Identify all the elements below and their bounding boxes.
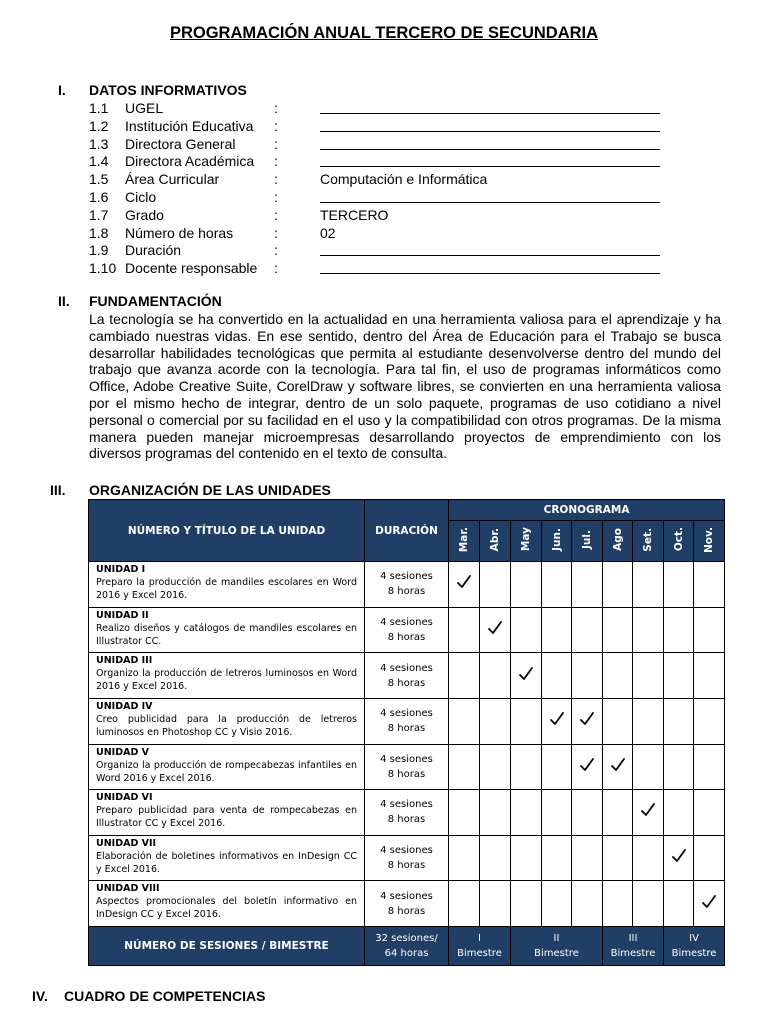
- duration-sessions: 4 sesiones: [380, 708, 433, 720]
- duration-cell: [365, 562, 449, 608]
- info-blank-line: [320, 166, 660, 167]
- duration-sessions: 4 sesiones: [380, 616, 433, 628]
- section-number-4: IV.: [32, 988, 48, 1004]
- schedule-cell: [542, 881, 572, 927]
- schedule-cell: [511, 653, 542, 699]
- duration-cell: [365, 653, 449, 699]
- unit-row: [89, 790, 725, 836]
- duration-cell: [365, 607, 449, 653]
- schedule-cell: [633, 790, 664, 836]
- month-header: [694, 521, 725, 562]
- schedule-cell: [633, 698, 664, 744]
- info-label: Directora General: [125, 136, 236, 152]
- info-label: Directora Académica: [125, 153, 255, 169]
- schedule-cell: [572, 562, 603, 608]
- unit-name: UNIDAD VII: [96, 837, 157, 849]
- info-row: [89, 225, 669, 242]
- unit-row: [89, 835, 725, 881]
- checkmark-icon: [456, 576, 472, 594]
- units-table: [88, 499, 725, 966]
- unit-cell: [89, 562, 365, 608]
- info-row: [89, 260, 669, 277]
- info-label: Ciclo: [125, 189, 157, 205]
- schedule-cell: [633, 835, 664, 881]
- schedule-cell: [572, 653, 603, 699]
- schedule-cell: [542, 562, 572, 608]
- schedule-cell: [511, 562, 542, 608]
- bimester-label: Bimestre: [457, 948, 502, 959]
- schedule-cell: [542, 744, 572, 790]
- info-blank-line: [320, 273, 660, 274]
- info-row: [89, 153, 669, 170]
- bimester-num: IV: [689, 933, 699, 944]
- duration-cell: [365, 744, 449, 790]
- info-colon: :: [274, 260, 278, 276]
- footer-total-sessions: 32 sesiones/: [375, 933, 438, 944]
- schedule-cell: [633, 562, 664, 608]
- info-colon: :: [274, 242, 278, 258]
- unit-cell: [89, 607, 365, 653]
- schedule-cell: [511, 881, 542, 927]
- duration-sessions: 4 sesiones: [380, 799, 433, 811]
- info-blank-line: [320, 149, 660, 150]
- unit-cell: [89, 835, 365, 881]
- section-number-3: III.: [50, 482, 66, 498]
- info-number: 1.6: [89, 189, 109, 205]
- schedule-cell: [603, 790, 633, 836]
- page-title: PROGRAMACIÓN ANUAL TERCERO DE SECUNDARIA: [169, 24, 599, 42]
- checkmark-icon: [671, 850, 687, 868]
- schedule-cell: [480, 698, 511, 744]
- unit-name: UNIDAD II: [96, 609, 149, 621]
- bimester-4: [664, 927, 725, 966]
- bimester-label: Bimestre: [610, 948, 656, 959]
- duration-hours: 8 horas: [387, 723, 426, 735]
- section-title-datos: DATOS INFORMATIVOS: [89, 82, 247, 98]
- section-number-1: I.: [58, 82, 66, 98]
- schedule-cell: [480, 744, 511, 790]
- info-row: [89, 207, 669, 224]
- schedule-cell: [449, 835, 480, 881]
- info-value: Computación e Informática: [320, 171, 488, 187]
- unit-cell: [89, 790, 365, 836]
- section-number-2: II.: [58, 293, 70, 309]
- schedule-cell: [664, 653, 694, 699]
- schedule-cell: [664, 562, 694, 608]
- info-number: 1.5: [89, 171, 109, 187]
- info-row: [89, 118, 669, 135]
- section-title-competencias: CUADRO DE COMPETENCIAS: [64, 988, 266, 1004]
- unit-row: [89, 744, 725, 790]
- duration-hours: 8 horas: [387, 631, 426, 643]
- duration-sessions: 4 sesiones: [380, 753, 433, 765]
- unit-description: Realizo diseños y catálogos de mandiles escolares en Illustrator CC.: [96, 622, 357, 647]
- schedule-cell: [572, 607, 603, 653]
- unit-description: Preparo la producción de mandiles escolares en Word 2016 y Excel 2016.: [96, 577, 357, 601]
- info-value: 02: [320, 225, 336, 241]
- info-colon: :: [274, 189, 278, 205]
- month-label: Jun.: [550, 528, 563, 551]
- header-unit: NÚMERO Y TÍTULO DE LA UNIDAD: [89, 500, 365, 562]
- footer-totals: [365, 927, 449, 966]
- duration-hours: 8 horas: [387, 860, 426, 872]
- info-label: Grado: [125, 207, 164, 223]
- schedule-cell: [542, 653, 572, 699]
- unit-description: Preparo publicidad para venta de rompecabezas en Illustrator CC y Excel 2016.: [96, 805, 357, 830]
- schedule-cell: [694, 790, 725, 836]
- schedule-cell: [603, 653, 633, 699]
- duration-cell: [365, 698, 449, 744]
- schedule-cell: [480, 607, 511, 653]
- bimester-num: II: [553, 933, 560, 944]
- month-label: Nov.: [703, 526, 716, 553]
- month-header: [542, 521, 572, 562]
- schedule-cell: [694, 881, 725, 927]
- schedule-cell: [480, 562, 511, 608]
- duration-hours: 8 horas: [387, 814, 426, 826]
- unit-name: UNIDAD VI: [96, 792, 153, 804]
- schedule-cell: [449, 607, 480, 653]
- schedule-cell: [449, 790, 480, 836]
- schedule-cell: [664, 790, 694, 836]
- schedule-cell: [511, 698, 542, 744]
- info-label: Número de horas: [125, 225, 234, 241]
- schedule-cell: [449, 562, 480, 608]
- unit-cell: [89, 653, 365, 699]
- info-number: 1.2: [89, 118, 109, 134]
- bimester-1: [449, 927, 511, 966]
- info-number: 1.1: [89, 100, 109, 116]
- schedule-cell: [694, 653, 725, 699]
- unit-description: Creo publicidad para la producción de letreros luminosos en Photoshop CC y Visio 2016.: [96, 713, 357, 738]
- schedule-cell: [633, 881, 664, 927]
- duration-sessions: 4 sesiones: [380, 571, 433, 583]
- schedule-cell: [694, 835, 725, 881]
- info-colon: :: [274, 171, 278, 187]
- month-label: Ago: [611, 528, 624, 551]
- info-colon: :: [274, 118, 278, 134]
- fundamentacion-paragraph: La tecnología se ha convertido en la actualidad en una herramienta valiosa para el aprendizaje y ha cambiado nuestras vidas. En ese sentido, dentro del Área de Educación para el Trabajo se busca desarrollar habilidades tecnológicas que permita al estudiante desenvolverse dentro del mundo del trabajo que avanza acorde con la tecnología. Para tal fin, el uso de programas informáticos como Office, Adobe Creative Suite, CorelDraw y software libres, se convierten en una herramienta valiosa por el mismo hecho de integrar, dentro de un solo paquete, programas de uso cotidiano a nivel personal o comercial por su facilidad en el uso y la compatibilidad con otros programas. De la misma manera pueden manejar microempresas desarrollando proyectos de emprendimiento con los diversos programas del contenido en el texto de consulta.: [89, 311, 721, 462]
- schedule-cell: [449, 653, 480, 699]
- schedule-cell: [449, 698, 480, 744]
- section-title-fundamentacion: FUNDAMENTACIÓN: [89, 293, 222, 309]
- schedule-cell: [572, 835, 603, 881]
- schedule-cell: [572, 744, 603, 790]
- duration-hours: 8 horas: [387, 768, 426, 780]
- schedule-cell: [449, 881, 480, 927]
- schedule-cell: [664, 744, 694, 790]
- unit-cell: [89, 881, 365, 927]
- month-header: [603, 521, 633, 562]
- unit-row: [89, 607, 725, 653]
- unit-name: UNIDAD IV: [96, 700, 153, 712]
- schedule-cell: [603, 835, 633, 881]
- schedule-cell: [694, 562, 725, 608]
- info-row: [89, 136, 669, 153]
- schedule-cell: [603, 698, 633, 744]
- info-colon: :: [274, 100, 278, 116]
- header-schedule: CRONOGRAMA: [449, 500, 725, 521]
- checkmark-icon: [518, 668, 534, 686]
- month-label: Abr.: [489, 527, 501, 552]
- schedule-cell: [480, 835, 511, 881]
- footer-row: [89, 927, 725, 966]
- checkmark-icon: [579, 713, 595, 731]
- unit-name: UNIDAD V: [96, 746, 149, 758]
- schedule-cell: [664, 881, 694, 927]
- info-number: 1.10: [89, 260, 117, 276]
- schedule-cell: [511, 835, 542, 881]
- schedule-cell: [603, 744, 633, 790]
- schedule-cell: [664, 607, 694, 653]
- schedule-cell: [603, 562, 633, 608]
- unit-description: Organizo la producción de letreros luminosos en Word 2016 y Excel 2016.: [96, 668, 357, 693]
- schedule-cell: [694, 698, 725, 744]
- schedule-cell: [480, 790, 511, 836]
- section-title-organizacion: ORGANIZACIÓN DE LAS UNIDADES: [89, 482, 331, 498]
- unit-cell: [89, 744, 365, 790]
- unit-row: [89, 698, 725, 744]
- unit-description: Elaboración de boletines informativos en InDesign CC y Excel 2016.: [96, 850, 357, 875]
- info-label: Duración: [125, 242, 182, 258]
- bimester-label: Bimestre: [671, 948, 717, 959]
- duration-hours: 8 horas: [387, 905, 426, 917]
- month-label: Set.: [642, 527, 654, 552]
- header-duration: DURACIÓN: [365, 500, 449, 562]
- unit-cell: [89, 698, 365, 744]
- unit-name: UNIDAD I: [96, 564, 146, 575]
- duration-sessions: 4 sesiones: [380, 890, 433, 902]
- units-body: [89, 562, 725, 927]
- month-label: May: [520, 527, 532, 552]
- info-number: 1.7: [89, 207, 109, 223]
- info-blank-line: [320, 202, 660, 203]
- info-row: [89, 171, 669, 188]
- month-header: [572, 521, 603, 562]
- month-header: [664, 521, 694, 562]
- checkmark-icon: [487, 622, 503, 640]
- footer-label: NÚMERO DE SESIONES / BIMESTRE: [89, 927, 365, 966]
- schedule-cell: [542, 607, 572, 653]
- info-blank-line: [320, 113, 660, 114]
- checkmark-icon: [701, 896, 717, 914]
- info-blank-line: [320, 255, 660, 256]
- unit-name: UNIDAD III: [96, 655, 153, 667]
- checkmark-icon: [610, 759, 626, 777]
- unit-row: [89, 562, 725, 608]
- info-colon: :: [274, 225, 278, 241]
- info-number: 1.8: [89, 225, 109, 241]
- bimester-num: I: [478, 933, 481, 944]
- schedule-cell: [664, 698, 694, 744]
- bimester-2: [511, 927, 603, 966]
- schedule-cell: [542, 698, 572, 744]
- schedule-cell: [511, 790, 542, 836]
- unit-row: [89, 881, 725, 927]
- schedule-cell: [664, 835, 694, 881]
- schedule-cell: [449, 744, 480, 790]
- schedule-cell: [511, 607, 542, 653]
- duration-hours: 8 horas: [387, 677, 426, 689]
- info-colon: :: [274, 207, 278, 223]
- info-label: Docente responsable: [125, 260, 258, 276]
- duration-sessions: 4 sesiones: [380, 662, 433, 674]
- info-value: TERCERO: [320, 207, 389, 223]
- duration-sessions: 4 sesiones: [380, 845, 433, 857]
- info-number: 1.4: [89, 153, 109, 169]
- info-label: Área Curricular: [125, 171, 220, 187]
- schedule-cell: [633, 744, 664, 790]
- month-label: Jul.: [581, 530, 593, 549]
- month-header: [480, 521, 511, 562]
- checkmark-icon: [549, 713, 565, 731]
- checkmark-icon: [579, 759, 595, 777]
- info-number: 1.9: [89, 242, 109, 258]
- bimester-label: Bimestre: [534, 948, 579, 959]
- unit-description: Aspectos promocionales del boletín informativo en InDesign CC y Excel 2016.: [96, 896, 357, 921]
- bimester-3: [603, 927, 664, 966]
- duration-cell: [365, 790, 449, 836]
- schedule-cell: [572, 698, 603, 744]
- footer-total-hours: 64 horas: [384, 948, 429, 959]
- info-colon: :: [274, 136, 278, 152]
- schedule-cell: [542, 835, 572, 881]
- info-label: Institución Educativa: [125, 118, 254, 134]
- unit-description: Organizo la producción de rompecabezas infantiles en Word 2016 y Excel 2016.: [96, 759, 357, 784]
- schedule-cell: [480, 653, 511, 699]
- schedule-cell: [511, 744, 542, 790]
- schedule-cell: [542, 790, 572, 836]
- schedule-cell: [633, 607, 664, 653]
- bimester-num: III: [628, 933, 638, 944]
- month-label: Oct.: [672, 527, 685, 552]
- info-row: [89, 242, 669, 259]
- duration-hours: 8 horas: [387, 586, 426, 598]
- checkmark-icon: [640, 804, 656, 822]
- month-header: [511, 521, 542, 562]
- schedule-cell: [603, 607, 633, 653]
- schedule-cell: [694, 744, 725, 790]
- schedule-cell: [480, 881, 511, 927]
- schedule-cell: [572, 881, 603, 927]
- schedule-cell: [694, 607, 725, 653]
- info-row: [89, 100, 669, 117]
- info-number: 1.3: [89, 136, 109, 152]
- info-blank-line: [320, 131, 660, 132]
- info-colon: :: [274, 153, 278, 169]
- duration-cell: [365, 881, 449, 927]
- month-header: [449, 521, 480, 562]
- schedule-cell: [633, 653, 664, 699]
- unit-name: UNIDAD VIII: [96, 883, 160, 895]
- month-header: [633, 521, 664, 562]
- duration-cell: [365, 835, 449, 881]
- info-label: UGEL: [125, 100, 164, 116]
- unit-row: [89, 653, 725, 699]
- schedule-cell: [572, 790, 603, 836]
- info-row: [89, 189, 669, 206]
- month-label: Mar.: [458, 526, 470, 553]
- schedule-cell: [603, 881, 633, 927]
